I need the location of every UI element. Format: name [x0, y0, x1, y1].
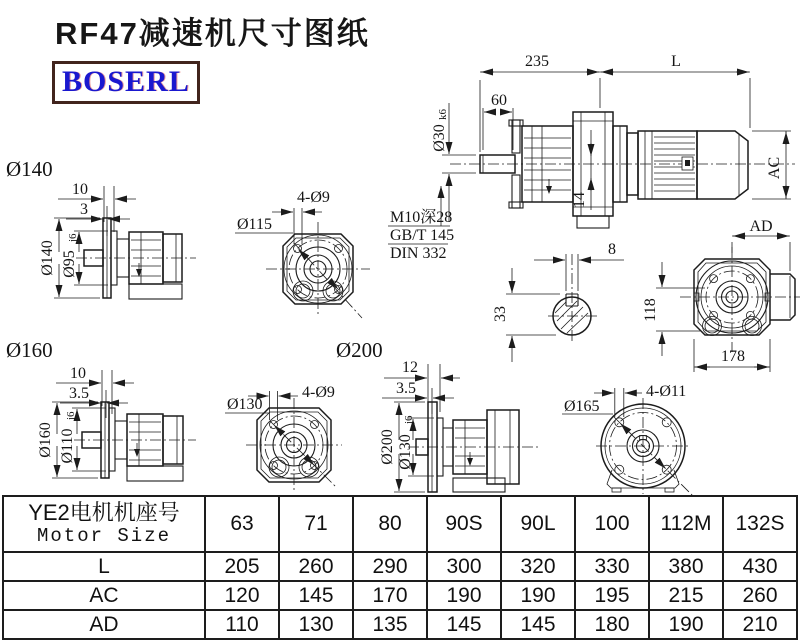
cell: 170 — [353, 581, 427, 610]
dim-115-bc: Ø115 — [237, 216, 272, 233]
dim-shaft-dia: Ø30 — [431, 124, 448, 152]
cell: 210 — [723, 610, 797, 639]
dim-shaft-tol: k6 — [437, 109, 449, 120]
dim-160-spigot-tol: j6 — [65, 411, 77, 420]
motor-size-table — [2, 495, 798, 640]
col-80: 80 — [353, 496, 427, 552]
header-cn: YE2电机机座号 — [28, 500, 180, 526]
col-112M: 112M — [649, 496, 723, 552]
cell: 300 — [427, 552, 501, 581]
table-row-AC — [3, 581, 797, 610]
dim-160-thk: 10 — [70, 365, 86, 382]
cell: 290 — [353, 552, 427, 581]
header-motor-size — [3, 496, 205, 552]
dim-178: 178 — [721, 348, 745, 365]
note-din: DIN 332 — [390, 245, 447, 262]
dim-60: 60 — [491, 92, 507, 109]
flange-130-front-view — [225, 384, 342, 492]
cell: 190 — [427, 581, 501, 610]
dim-235: 235 — [525, 53, 549, 70]
label-o160: Ø160 — [6, 338, 53, 362]
label-o140: Ø140 — [6, 157, 53, 181]
table-row-AD — [3, 610, 797, 639]
shaft-key-section — [492, 241, 624, 362]
row-label-L: L — [3, 552, 205, 581]
dim-160-spigot: Ø110 — [59, 428, 76, 464]
dim-165-holes: 4-Ø11 — [646, 383, 687, 400]
cell: 145 — [427, 610, 501, 639]
dim-130-holes: 4-Ø9 — [302, 384, 335, 401]
cell: 195 — [575, 581, 649, 610]
dim-140-step: 3 — [80, 201, 88, 218]
col-132S: 132S — [723, 496, 797, 552]
cell: 110 — [205, 610, 279, 639]
cell: 135 — [353, 610, 427, 639]
dim-14: 14 — [571, 192, 588, 208]
dim-140-spigot-tol: j6 — [67, 233, 79, 242]
flange-165-front-view — [562, 383, 694, 495]
page-title: RF47减速机尺寸图纸 — [55, 16, 370, 51]
dim-AC: AC — [766, 156, 783, 180]
cell: 190 — [649, 610, 723, 639]
col-100: 100 — [575, 496, 649, 552]
dim-130-bc: Ø130 — [227, 396, 263, 413]
flange-160-side-view — [6, 338, 196, 481]
dim-200-spigot: Ø130 — [397, 434, 414, 470]
table-row-L — [3, 552, 797, 581]
cell: 430 — [723, 552, 797, 581]
boserl-logo-text: BOSERL — [62, 65, 190, 98]
dim-L: L — [671, 53, 681, 70]
flange-140-side-view — [6, 157, 196, 299]
cell: 145 — [501, 610, 575, 639]
dim-200-thk: 12 — [402, 359, 418, 376]
dim-key-height: 33 — [492, 306, 509, 322]
cell: 380 — [649, 552, 723, 581]
dim-200-spigot-tol: j6 — [403, 415, 415, 424]
col-63: 63 — [205, 496, 279, 552]
col-90L: 90L — [501, 496, 575, 552]
cell: 215 — [649, 581, 723, 610]
flange-115-front-view — [235, 189, 370, 318]
dim-140-thk: 10 — [72, 181, 88, 198]
cell: 320 — [501, 552, 575, 581]
dim-140-spigot: Ø95 — [61, 250, 78, 278]
dim-160-step: 3.5 — [69, 385, 89, 402]
row-label-AD: AD — [3, 610, 205, 639]
dim-115-holes: 4-Ø9 — [297, 189, 330, 206]
cell: 145 — [279, 581, 353, 610]
dim-AD: AD — [749, 218, 773, 235]
dim-200-outer: Ø200 — [379, 429, 396, 465]
cell: 260 — [279, 552, 353, 581]
table-header-row — [3, 496, 797, 552]
cell: 205 — [205, 552, 279, 581]
cell: 260 — [723, 581, 797, 610]
flange-200-side-view — [336, 338, 540, 492]
motor-rear-view — [642, 247, 800, 372]
dim-165-bc: Ø165 — [564, 398, 600, 415]
note-m10: M10深28 — [390, 209, 453, 226]
note-gbt: GB/T 145 — [390, 227, 455, 244]
assembly-side-view — [388, 53, 795, 271]
cell: 190 — [501, 581, 575, 610]
dim-118: 118 — [642, 298, 659, 322]
col-90S: 90S — [427, 496, 501, 552]
row-label-AC: AC — [3, 581, 205, 610]
dim-key-width: 8 — [608, 241, 616, 258]
cell: 180 — [575, 610, 649, 639]
cell: 130 — [279, 610, 353, 639]
dim-140-outer: Ø140 — [39, 240, 56, 276]
header-en: Motor Size — [36, 524, 172, 547]
label-o200: Ø200 — [336, 338, 383, 362]
dim-160-outer: Ø160 — [37, 422, 54, 458]
dim-200-step: 3.5 — [396, 380, 416, 397]
cell: 120 — [205, 581, 279, 610]
cell: 330 — [575, 552, 649, 581]
col-71: 71 — [279, 496, 353, 552]
